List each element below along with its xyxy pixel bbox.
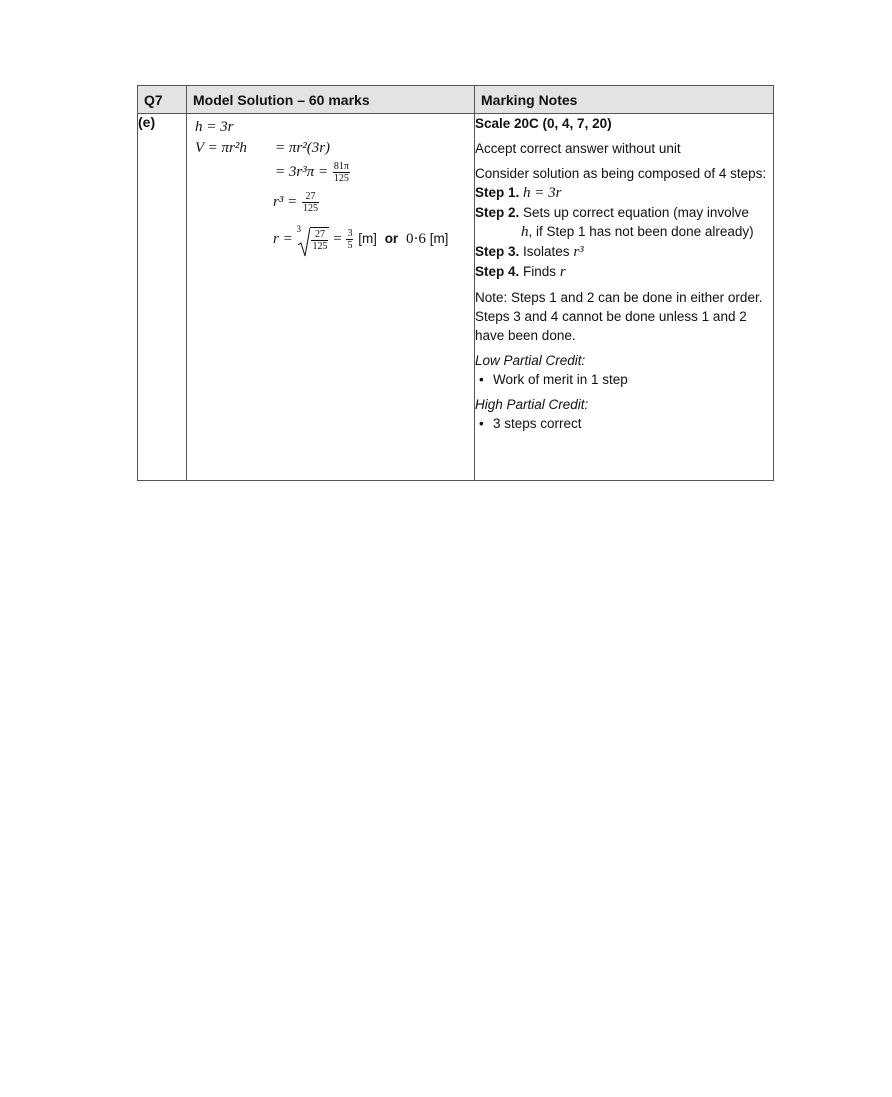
solution-line-2b: = πr²(3r) bbox=[275, 140, 331, 156]
header-model-solution: Model Solution – 60 marks bbox=[187, 86, 475, 114]
fraction-numerator: 27 bbox=[302, 191, 319, 203]
fraction-numerator: 81π bbox=[333, 161, 349, 172]
equals-sign: = bbox=[333, 230, 342, 247]
marking-notes-cell bbox=[475, 114, 774, 481]
fraction-denominator: 125 bbox=[302, 203, 318, 214]
step-1 bbox=[475, 183, 773, 203]
fraction-81pi-125 bbox=[333, 161, 350, 184]
model-solution-cell bbox=[187, 114, 475, 481]
accept-note: Accept correct answer without unit bbox=[475, 141, 681, 156]
header-marking-notes: Marking Notes bbox=[475, 86, 774, 114]
header-question: Q7 bbox=[138, 86, 187, 114]
fraction-27-125-root bbox=[311, 229, 328, 252]
step-3-math: r³ bbox=[573, 244, 584, 260]
fraction-3-5 bbox=[346, 228, 353, 251]
high-partial-credit-item: 3 steps correct bbox=[493, 416, 582, 431]
unit-label: [m] bbox=[358, 230, 377, 246]
or-label: or bbox=[384, 230, 399, 246]
step-label: Step 3. bbox=[475, 244, 520, 259]
fraction-denominator: 5 bbox=[347, 240, 353, 251]
question-part-label: (e) bbox=[138, 114, 187, 481]
order-note: Note: Steps 1 and 2 can be done in either order. Steps 3 and 4 cannot be done unless 1 and 2 have been done. bbox=[475, 290, 763, 343]
solution-line-3a: = 3r³π = bbox=[275, 163, 329, 180]
solution-line-4 bbox=[273, 191, 320, 214]
fraction-27-125 bbox=[302, 191, 319, 214]
solution-line-5a: r = bbox=[273, 230, 293, 247]
unit-label-2: [m] bbox=[429, 230, 449, 246]
fraction-denominator: 125 bbox=[333, 173, 349, 184]
step-4-text: Finds bbox=[523, 264, 557, 279]
step-4-math: r bbox=[559, 264, 566, 280]
list-item bbox=[475, 370, 773, 389]
solution-line-4a: r³ = bbox=[273, 193, 298, 210]
high-partial-credit-title: High Partial Credit: bbox=[475, 397, 589, 412]
root-index: 3 bbox=[296, 224, 301, 234]
fraction-numerator: 3 bbox=[347, 228, 353, 239]
marking-scheme-table bbox=[137, 85, 774, 481]
solution-line-1: h = 3r bbox=[195, 119, 234, 135]
low-partial-credit-item: Work of merit in 1 step bbox=[493, 372, 628, 387]
solution-line-2a: V = πr²h bbox=[195, 140, 247, 156]
step-1-math: h = 3r bbox=[523, 185, 562, 201]
list-item bbox=[475, 414, 773, 433]
radicand bbox=[310, 227, 329, 252]
fraction-denominator: 125 bbox=[312, 241, 328, 252]
scale-heading: Scale 20C (0, 4, 7, 20) bbox=[475, 116, 612, 131]
step-2 bbox=[475, 203, 773, 222]
step-label: Step 1. bbox=[475, 185, 520, 200]
solution-line-3 bbox=[275, 161, 351, 184]
step-2-continued bbox=[475, 222, 773, 242]
radical-sign-icon bbox=[298, 227, 310, 257]
cube-root bbox=[296, 224, 329, 252]
table-row bbox=[138, 114, 774, 481]
alt-answer: 0·6 bbox=[405, 230, 426, 247]
step-2-cont-text: , if Step 1 has not been done already) bbox=[528, 224, 754, 239]
step-4 bbox=[475, 262, 773, 282]
step-2-math: h bbox=[521, 224, 529, 240]
step-2-text: Sets up correct equation (may involve bbox=[523, 205, 749, 220]
consider-note: Consider solution as being composed of 4 steps: bbox=[475, 166, 767, 181]
table-header-row bbox=[138, 86, 774, 114]
step-3-text: Isolates bbox=[523, 244, 570, 259]
bullet-icon: • bbox=[479, 372, 484, 387]
solution-line-5 bbox=[273, 224, 449, 252]
low-partial-credit-title: Low Partial Credit: bbox=[475, 353, 586, 368]
step-3 bbox=[475, 242, 773, 262]
step-label: Step 4. bbox=[475, 264, 520, 279]
step-label: Step 2. bbox=[475, 205, 520, 220]
fraction-numerator: 27 bbox=[311, 229, 328, 241]
bullet-icon: • bbox=[479, 416, 484, 431]
